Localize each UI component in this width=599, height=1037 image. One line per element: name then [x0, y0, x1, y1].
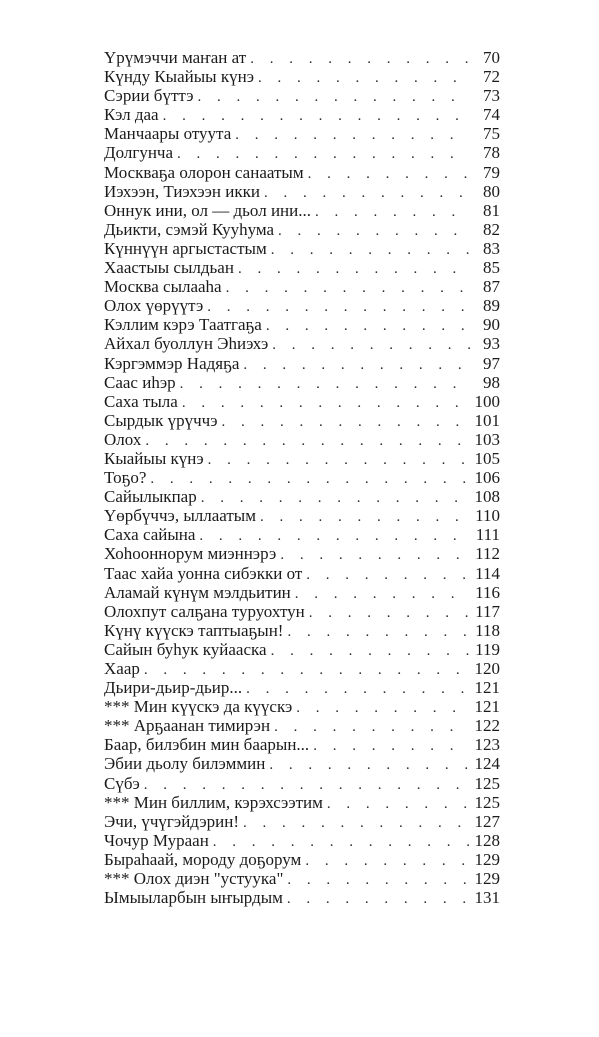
- toc-entry: [104, 774, 500, 793]
- toc-entry-page-number: 98: [483, 372, 500, 392]
- toc-entry: [104, 277, 500, 296]
- toc-entry-page-number: 121: [474, 697, 500, 717]
- toc-entry-title: Аламай күнүм мэлдьитин: [104, 582, 291, 602]
- toc-entry: [104, 334, 500, 353]
- toc-entry: [104, 315, 500, 334]
- toc-dot-leader: [208, 451, 470, 470]
- toc-entry-page-number: 127: [474, 811, 500, 831]
- toc-entry: [104, 411, 500, 430]
- toc-entry-title: Таас хайа уонна сибэкки от: [104, 563, 303, 583]
- toc-dot-leader: [269, 756, 470, 775]
- toc-entry: [104, 506, 500, 525]
- toc-entry-title: Үөрбүччэ, ыллаатым: [104, 506, 256, 526]
- table-of-contents: [104, 48, 500, 907]
- toc-entry-title: Сүбэ: [104, 773, 140, 793]
- toc-entry-page-number: 129: [474, 849, 500, 869]
- toc-entry-page-number: 124: [474, 754, 500, 774]
- toc-entry-page-number: 80: [483, 181, 500, 201]
- toc-entry: [104, 678, 500, 697]
- toc-entry: [104, 373, 500, 392]
- toc-dot-leader: [260, 508, 470, 527]
- toc-entry: [104, 888, 500, 907]
- toc-entry-title: Хаар: [104, 659, 140, 678]
- toc-entry-page-number: 89: [483, 296, 500, 316]
- toc-entry-page-number: 82: [483, 219, 500, 239]
- toc-entry: [104, 659, 500, 678]
- toc-dot-leader: [198, 88, 470, 107]
- toc-entry-title: Саха сайына: [104, 525, 196, 545]
- toc-dot-leader: [266, 317, 470, 336]
- toc-entry-page-number: 100: [474, 391, 500, 411]
- toc-dot-leader: [272, 336, 470, 355]
- toc-dot-leader: [315, 203, 470, 222]
- toc-entry-page-number: 128: [474, 830, 500, 850]
- toc-dot-leader: [306, 566, 470, 585]
- toc-entry-title: Ымыыларбын ыҥырдым: [104, 888, 283, 908]
- toc-entry: [104, 201, 500, 220]
- toc-entry-page-number: 106: [474, 468, 500, 488]
- toc-entry-title: Кыайыы күнэ: [104, 448, 204, 468]
- toc-entry-title: Саас иһэр: [104, 372, 176, 392]
- toc-entry-page-number: 129: [474, 869, 500, 889]
- toc-dot-leader: [313, 737, 470, 756]
- toc-entry: [104, 869, 500, 888]
- toc-entry-title: Кэллим кэрэ Таатгаҕа: [104, 315, 262, 335]
- toc-dot-leader: [238, 260, 470, 279]
- toc-dot-leader: [243, 814, 470, 833]
- toc-entry-title: *** Мин күүскэ да күүскэ: [104, 697, 293, 717]
- toc-entry-page-number: 73: [483, 86, 500, 106]
- toc-entry-page-number: 97: [483, 353, 500, 373]
- toc-entry-title: Долгунча: [104, 143, 174, 163]
- toc-entry: [104, 48, 500, 67]
- toc-entry: [104, 124, 500, 143]
- toc-entry: [104, 850, 500, 869]
- toc-entry: [104, 296, 500, 315]
- toc-entry-title: Тоҕо?: [104, 468, 147, 488]
- toc-entry-page-number: 105: [474, 448, 500, 468]
- toc-entry-page-number: 122: [474, 716, 500, 736]
- toc-entry-page-number: 108: [474, 487, 500, 507]
- toc-entry-page-number: 70: [483, 48, 500, 67]
- toc-entry-title: *** Мин биллим, кэрэхсээтим: [104, 792, 323, 812]
- toc-entry-page-number: 87: [483, 277, 500, 297]
- toc-entry: [104, 163, 500, 182]
- toc-entry-page-number: 75: [483, 124, 500, 144]
- toc-entry-title: Эчи, үчүгэйдэрин!: [104, 811, 240, 831]
- toc-dot-leader: [309, 604, 470, 623]
- toc-dot-leader: [327, 795, 470, 814]
- toc-entry-page-number: 119: [475, 639, 500, 659]
- toc-entry-page-number: 123: [474, 735, 500, 755]
- toc-entry: [104, 735, 500, 754]
- toc-entry-title: Күнү күүскэ таптыаҕын!: [104, 620, 284, 640]
- toc-entry: [104, 86, 500, 105]
- toc-entry-title: Москваҕа олорон санаатым: [104, 162, 304, 182]
- toc-entry: [104, 525, 500, 544]
- toc-dot-leader: [287, 623, 470, 642]
- toc-dot-leader: [278, 222, 470, 241]
- toc-entry-title: Сайын буһук куйааска: [104, 639, 267, 659]
- toc-entry-title: *** Арҕаанан тимирэн: [104, 716, 271, 736]
- toc-entry-page-number: 110: [475, 506, 500, 526]
- toc-entry: [104, 583, 500, 602]
- toc-dot-leader: [280, 546, 470, 565]
- toc-entry-page-number: 111: [475, 525, 500, 545]
- toc-dot-leader: [226, 279, 470, 298]
- toc-entry: [104, 468, 500, 487]
- toc-entry-page-number: 117: [475, 601, 500, 621]
- toc-entry-title: Иэхээн, Тиэхээн икки: [104, 181, 260, 201]
- toc-entry-page-number: 103: [474, 429, 500, 449]
- toc-entry-title: Дьири-дьир-дьир...: [104, 678, 243, 698]
- toc-entry: [104, 449, 500, 468]
- toc-dot-leader: [222, 413, 470, 432]
- toc-entry: [104, 354, 500, 373]
- toc-entry: [104, 392, 500, 411]
- toc-entry-title: Олох: [104, 429, 142, 449]
- toc-entry-page-number: 116: [475, 582, 500, 602]
- toc-entry-page-number: 120: [474, 659, 500, 678]
- toc-entry-title: Оннук ини, ол — дьол ини...: [104, 200, 311, 220]
- toc-entry-page-number: 78: [483, 143, 500, 163]
- toc-entry-title: Кэл даа: [104, 105, 159, 125]
- toc-entry-page-number: 114: [475, 563, 500, 583]
- toc-dot-leader: [182, 394, 470, 413]
- toc-entry-page-number: 101: [474, 410, 500, 430]
- toc-entry-page-number: 121: [474, 678, 500, 698]
- toc-dot-leader: [271, 642, 470, 661]
- toc-entry-title: Кэргэммэр Надяҕа: [104, 353, 240, 373]
- toc-dot-leader: [295, 585, 470, 604]
- toc-entry: [104, 831, 500, 850]
- toc-entry-title: Эбии дьолу билэммин: [104, 754, 266, 774]
- toc-dot-leader: [258, 69, 470, 88]
- toc-entry: [104, 220, 500, 239]
- toc-entry-title: Дьикти, сэмэй Кууһума: [104, 219, 275, 239]
- toc-entry-page-number: 85: [483, 258, 500, 278]
- toc-entry: [104, 182, 500, 201]
- toc-dot-leader: [180, 375, 470, 394]
- toc-entry: [104, 67, 500, 86]
- toc-entry-title: Сайылыкпар: [104, 487, 197, 507]
- toc-entry-title: Хоһооннорум миэннэрэ: [104, 544, 277, 564]
- toc-entry-title: Олох үөрүүтэ: [104, 296, 204, 316]
- toc-entry: [104, 430, 500, 449]
- toc-entry-page-number: 81: [483, 200, 500, 220]
- toc-entry-title: Үрүмэччи маҥан ат: [104, 48, 247, 67]
- toc-dot-leader: [243, 356, 470, 375]
- toc-entry-page-number: 79: [483, 162, 500, 182]
- toc-entry-title: Күннүүн аргыстастым: [104, 238, 267, 258]
- toc-entry: [104, 487, 500, 506]
- toc-dot-leader: [235, 126, 470, 145]
- toc-entry-title: Күнду Кыайыы күнэ: [104, 67, 254, 87]
- toc-entry-page-number: 131: [474, 888, 500, 908]
- toc-entry: [104, 793, 500, 812]
- toc-entry-page-number: 72: [483, 67, 500, 87]
- toc-entry-page-number: 90: [483, 315, 500, 335]
- toc-entry-title: Баар, билэбин мин баарын...: [104, 735, 310, 755]
- toc-entry: [104, 258, 500, 277]
- toc-entry-page-number: 74: [483, 105, 500, 125]
- toc-entry-page-number: 93: [483, 334, 500, 354]
- toc-entry-page-number: 125: [474, 792, 500, 812]
- toc-entry: [104, 754, 500, 773]
- toc-entry-title: Сырдык үрүччэ: [104, 410, 218, 430]
- toc-entry: [104, 143, 500, 162]
- toc-entry-page-number: 118: [475, 620, 500, 640]
- toc-entry-title: Олохпут салҕана туруохтун: [104, 601, 305, 621]
- toc-entry: [104, 239, 500, 258]
- toc-dot-leader: [305, 852, 470, 871]
- toc-entry: [104, 716, 500, 735]
- toc-entry-title: Сэрии бүттэ: [104, 86, 194, 106]
- toc-entry-title: *** Олох диэн "устуука": [104, 869, 284, 889]
- toc-entry-title: Москва сылааһа: [104, 277, 222, 297]
- toc-entry: [104, 697, 500, 716]
- toc-entry: [104, 105, 500, 124]
- toc-entry: [104, 602, 500, 621]
- toc-entry: [104, 812, 500, 831]
- toc-entry-page-number: 112: [475, 544, 500, 564]
- toc-entry-title: Айхал буоллун Эһиэхэ: [104, 334, 269, 354]
- toc-dot-leader: [271, 241, 470, 260]
- toc-entry-title: Саха тыла: [104, 391, 178, 411]
- toc-entry-title: Быраһаай, мороду доҕорум: [104, 849, 302, 869]
- toc-entry-page-number: 125: [474, 773, 500, 793]
- toc-entry-page-number: 83: [483, 238, 500, 258]
- toc-dot-leader: [296, 699, 470, 718]
- toc-entry-title: Хаастыы сылдьан: [104, 258, 234, 278]
- toc-dot-leader: [250, 50, 470, 69]
- toc-entry-title: Чочур Мураан: [104, 830, 209, 850]
- toc-entry: [104, 640, 500, 659]
- toc-entry-title: Манчаары отуута: [104, 124, 232, 144]
- toc-entry: [104, 564, 500, 583]
- toc-entry: [104, 544, 500, 563]
- toc-dot-leader: [287, 871, 470, 890]
- toc-entry: [104, 621, 500, 640]
- toc-dot-leader: [287, 890, 470, 909]
- toc-dot-leader: [308, 165, 470, 184]
